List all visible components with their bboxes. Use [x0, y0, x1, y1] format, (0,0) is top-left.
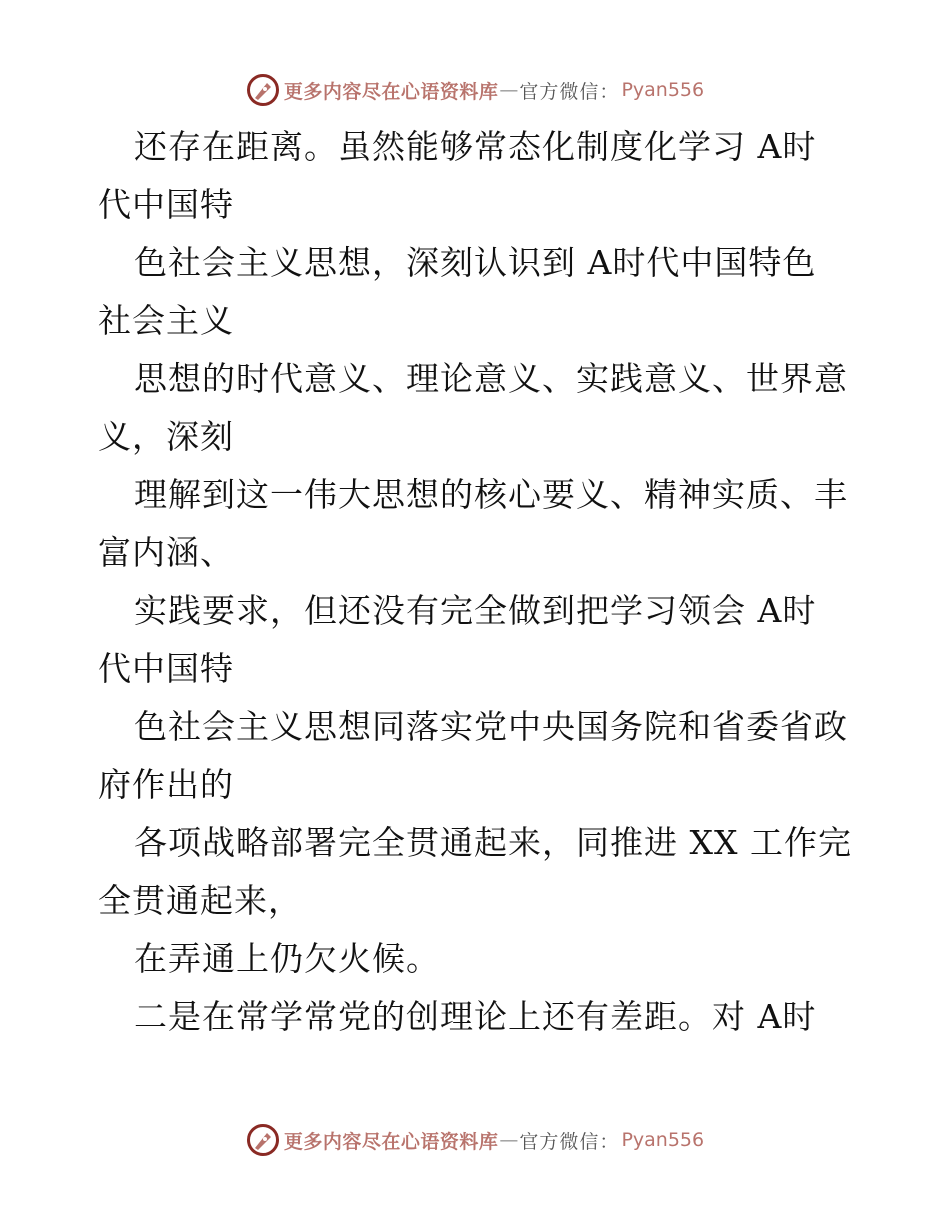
- banner-wechat-id: Pyan556: [621, 1129, 705, 1151]
- text-line: 色社会主义思想，深刻认识到 A时代中国特色: [134, 243, 817, 282]
- document-body: [98, 118, 858, 1046]
- pen-nib-logo-icon: [246, 1123, 280, 1157]
- text-line: 各项战略部署完全贯通起来，同推进 XX 工作完: [134, 823, 852, 862]
- text-line: 思想的时代意义、理论意义、实践意义、世界意: [134, 359, 848, 398]
- banner-wechat-label: 官方微信：: [519, 80, 620, 103]
- banner-wechat-label: 官方微信：: [519, 1130, 620, 1153]
- text-line: 二是在常学常党的创理论上还有差距。对 A时: [134, 997, 817, 1036]
- banner-main-text: 更多内容尽在心语资料库: [283, 80, 499, 103]
- header-banner: [0, 70, 950, 110]
- banner-main-text: 更多内容尽在心语资料库: [283, 1130, 499, 1153]
- footer-banner: [0, 1120, 950, 1160]
- text-line: 在弄通上仍欠火候。: [134, 939, 440, 978]
- text-line: 义，深刻: [98, 417, 234, 456]
- text-line: 代中国特: [98, 649, 234, 688]
- text-line: 理解到这一伟大思想的核心要义、精神实质、丰: [134, 475, 848, 514]
- text-line: 全贯通起来，: [98, 881, 302, 920]
- text-line: 富内涵、: [98, 533, 234, 572]
- text-line: 还存在距离。虽然能够常态化制度化学习 A时: [134, 127, 817, 166]
- pen-nib-logo-icon: [246, 73, 280, 107]
- text-line: 府作出的: [98, 765, 234, 804]
- text-line: 色社会主义思想同落实党中央国务院和省委省政: [134, 707, 848, 746]
- text-line: 代中国特: [98, 185, 234, 224]
- banner-separator: —: [499, 79, 519, 101]
- banner-wechat-id: Pyan556: [621, 79, 705, 101]
- banner-separator: —: [499, 1129, 519, 1151]
- text-line: 社会主义: [98, 301, 234, 340]
- text-line: 实践要求，但还没有完全做到把学习领会 A时: [134, 591, 817, 630]
